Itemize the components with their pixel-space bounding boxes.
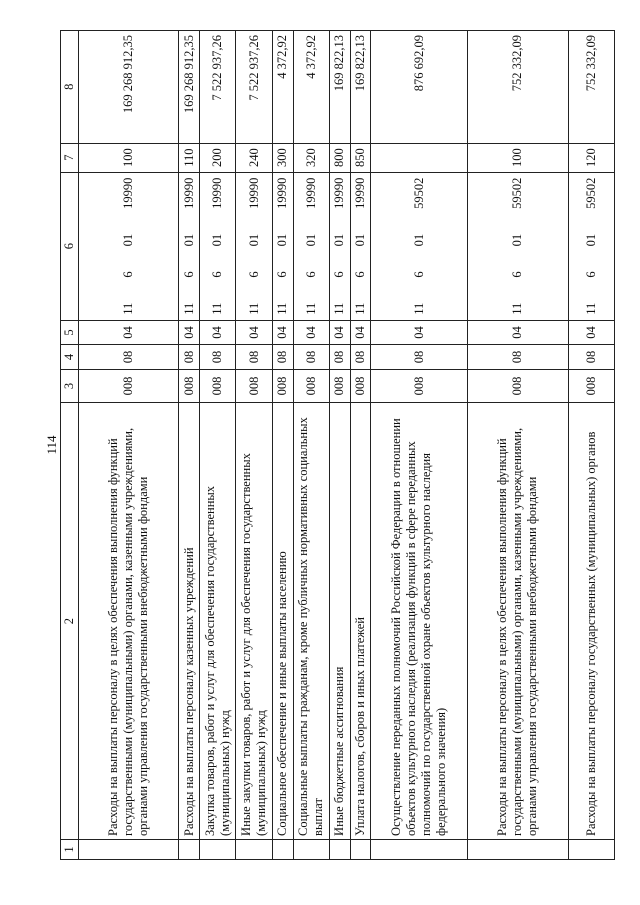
row-description: Уплата налогов, сборов и иных платежей bbox=[350, 403, 370, 840]
col5-code: 04 bbox=[179, 320, 199, 345]
target-article-part: 01 bbox=[121, 233, 136, 247]
target-article-part: 01 bbox=[332, 233, 347, 247]
target-article-part: 6 bbox=[121, 271, 136, 278]
col5-code: 04 bbox=[568, 320, 614, 345]
col4-code: 08 bbox=[236, 345, 273, 370]
table-row bbox=[568, 31, 614, 860]
expense-type-code: 100 bbox=[79, 143, 179, 172]
target-article-code bbox=[179, 172, 199, 320]
target-article-part: 01 bbox=[583, 233, 598, 247]
col3-code: 008 bbox=[371, 369, 468, 402]
col5-code: 04 bbox=[371, 320, 468, 345]
col4-code: 08 bbox=[371, 345, 468, 370]
row-number-cell bbox=[179, 839, 199, 859]
col3-code: 008 bbox=[236, 369, 273, 402]
col3-code: 008 bbox=[568, 369, 614, 402]
col4-code: 08 bbox=[293, 345, 330, 370]
header-cell: 2 bbox=[61, 403, 79, 840]
target-article-code bbox=[350, 172, 370, 320]
col3-code: 008 bbox=[468, 369, 568, 402]
amount-cell: 169 268 912,35 bbox=[179, 31, 199, 144]
target-article-part: 19990 bbox=[303, 177, 318, 209]
row-description: Закупка товаров, работ и услуг для обеспечения государственных (муниципальных) нужд bbox=[199, 403, 236, 840]
row-number-cell bbox=[79, 839, 179, 859]
target-article-code bbox=[330, 172, 350, 320]
target-article-part: 19990 bbox=[210, 177, 225, 209]
col4-code: 08 bbox=[468, 345, 568, 370]
header-cell: 6 bbox=[61, 172, 79, 320]
col3-code: 008 bbox=[293, 369, 330, 402]
row-description: Иные бюджетные ассигнования bbox=[330, 403, 350, 840]
row-number-cell bbox=[568, 839, 614, 859]
col4-code: 08 bbox=[179, 345, 199, 370]
target-article-part: 59502 bbox=[583, 177, 598, 209]
header-cell: 8 bbox=[61, 31, 79, 144]
col5-code: 04 bbox=[330, 320, 350, 345]
col4-code: 08 bbox=[199, 345, 236, 370]
target-article-part: 11 bbox=[352, 302, 367, 315]
budget-table-container bbox=[60, 30, 615, 860]
col5-code: 04 bbox=[350, 320, 370, 345]
target-article-code bbox=[293, 172, 330, 320]
amount-cell: 169 268 912,35 bbox=[79, 31, 179, 144]
target-article-part: 6 bbox=[332, 271, 347, 278]
table-row bbox=[79, 31, 179, 860]
col3-code: 008 bbox=[350, 369, 370, 402]
target-article-part: 11 bbox=[332, 302, 347, 315]
header-cell: 5 bbox=[61, 320, 79, 345]
row-number-cell bbox=[199, 839, 236, 859]
target-article-parts bbox=[182, 176, 197, 317]
target-article-part: 6 bbox=[246, 271, 261, 278]
table-row bbox=[350, 31, 370, 860]
target-article-code bbox=[468, 172, 568, 320]
target-article-part: 11 bbox=[181, 302, 196, 315]
row-number-cell bbox=[293, 839, 330, 859]
col4-code: 08 bbox=[79, 345, 179, 370]
row-description: Иные закупки товаров, работ и услуг для обеспечения государственных (муниципальных) нужд bbox=[236, 403, 273, 840]
target-article-part: 6 bbox=[352, 271, 367, 278]
table-body bbox=[79, 31, 615, 860]
col5-code: 04 bbox=[468, 320, 568, 345]
row-description: Расходы на выплаты персоналу казенных учреждений bbox=[179, 403, 199, 840]
col4-code: 08 bbox=[568, 345, 614, 370]
col4-code: 08 bbox=[350, 345, 370, 370]
table-row bbox=[199, 31, 236, 860]
col5-code: 04 bbox=[273, 320, 293, 345]
col3-code: 008 bbox=[79, 369, 179, 402]
amount-cell: 876 692,09 bbox=[371, 31, 468, 144]
col3-code: 008 bbox=[179, 369, 199, 402]
target-article-part: 01 bbox=[411, 233, 426, 247]
col5-code: 04 bbox=[199, 320, 236, 345]
header-cell: 4 bbox=[61, 345, 79, 370]
row-number-cell bbox=[236, 839, 273, 859]
target-article-part: 19990 bbox=[275, 177, 290, 209]
target-article-code bbox=[79, 172, 179, 320]
expense-type-code: 110 bbox=[179, 143, 199, 172]
header-cell: 7 bbox=[61, 143, 79, 172]
amount-cell: 7 522 937,26 bbox=[199, 31, 236, 144]
target-article-part: 01 bbox=[510, 233, 525, 247]
target-article-parts bbox=[247, 176, 262, 317]
row-number-cell bbox=[468, 839, 568, 859]
amount-cell: 4 372,92 bbox=[273, 31, 293, 144]
target-article-part: 6 bbox=[181, 271, 196, 278]
col3-code: 008 bbox=[273, 369, 293, 402]
page-number: 114 bbox=[44, 435, 59, 455]
target-article-part: 19990 bbox=[332, 177, 347, 209]
expense-type-code bbox=[371, 143, 468, 172]
expense-type-code: 200 bbox=[199, 143, 236, 172]
row-description: Осуществление переданных полномочий Российской Федерации в отношении объектов культурного наследия (реализация функций в сфере переданных полномочий по государственной охране объектов культурного наследия федерального значения) bbox=[371, 403, 468, 840]
expense-type-code: 300 bbox=[273, 143, 293, 172]
expense-type-code: 100 bbox=[468, 143, 568, 172]
amount-cell: 169 822,13 bbox=[330, 31, 350, 144]
row-number-cell bbox=[273, 839, 293, 859]
target-article-part: 59502 bbox=[411, 177, 426, 209]
target-article-code bbox=[236, 172, 273, 320]
target-article-part: 6 bbox=[583, 271, 598, 278]
target-article-part: 01 bbox=[352, 233, 367, 247]
target-article-part: 6 bbox=[411, 271, 426, 278]
amount-cell: 7 522 937,26 bbox=[236, 31, 273, 144]
amount-cell: 169 822,13 bbox=[350, 31, 370, 144]
header-cell: 1 bbox=[61, 839, 79, 859]
target-article-parts bbox=[304, 176, 319, 317]
target-article-parts bbox=[332, 176, 347, 317]
target-article-code bbox=[568, 172, 614, 320]
target-article-part: 11 bbox=[510, 302, 525, 315]
col3-code: 008 bbox=[330, 369, 350, 402]
expense-type-code: 800 bbox=[330, 143, 350, 172]
budget-table bbox=[60, 30, 615, 860]
target-article-part: 59502 bbox=[510, 177, 525, 209]
target-article-parts bbox=[412, 176, 427, 317]
target-article-parts bbox=[584, 176, 599, 317]
row-description: Социальное обеспечение и иные выплаты населению bbox=[273, 403, 293, 840]
target-article-part: 01 bbox=[210, 233, 225, 247]
expense-type-code: 850 bbox=[350, 143, 370, 172]
target-article-part: 11 bbox=[210, 302, 225, 315]
col4-code: 08 bbox=[273, 345, 293, 370]
table-row bbox=[371, 31, 468, 860]
table-row bbox=[293, 31, 330, 860]
target-article-part: 6 bbox=[510, 271, 525, 278]
target-article-parts bbox=[275, 176, 290, 317]
target-article-parts bbox=[510, 176, 525, 317]
table-row bbox=[179, 31, 199, 860]
target-article-part: 11 bbox=[121, 302, 136, 315]
target-article-part: 19990 bbox=[121, 177, 136, 209]
table-row bbox=[468, 31, 568, 860]
row-number-cell bbox=[330, 839, 350, 859]
target-article-part: 11 bbox=[246, 302, 261, 315]
col5-code: 04 bbox=[79, 320, 179, 345]
header-row bbox=[61, 31, 79, 860]
expense-type-code: 120 bbox=[568, 143, 614, 172]
target-article-code bbox=[273, 172, 293, 320]
target-article-code bbox=[199, 172, 236, 320]
target-article-part: 11 bbox=[275, 302, 290, 315]
target-article-parts bbox=[121, 176, 136, 317]
amount-cell: 4 372,92 bbox=[293, 31, 330, 144]
col3-code: 008 bbox=[199, 369, 236, 402]
target-article-part: 6 bbox=[303, 271, 318, 278]
target-article-part: 11 bbox=[583, 302, 598, 315]
row-description: Расходы на выплаты персоналу в целях обеспечения выполнения функций государственными (муниципальными) органами, казенными учреждениями, органами управления государственными внебюджетными фондами bbox=[79, 403, 179, 840]
target-article-part: 11 bbox=[411, 302, 426, 315]
col5-code: 04 bbox=[293, 320, 330, 345]
col5-code: 04 bbox=[236, 320, 273, 345]
col4-code: 08 bbox=[330, 345, 350, 370]
target-article-part: 6 bbox=[275, 271, 290, 278]
table-row bbox=[330, 31, 350, 860]
row-description: Расходы на выплаты персоналу государственных (муниципальных) органов bbox=[568, 403, 614, 840]
target-article-parts bbox=[353, 176, 368, 317]
table-row bbox=[236, 31, 273, 860]
target-article-part: 01 bbox=[181, 233, 196, 247]
row-number-cell bbox=[371, 839, 468, 859]
target-article-parts bbox=[210, 176, 225, 317]
expense-type-code: 240 bbox=[236, 143, 273, 172]
target-article-code bbox=[371, 172, 468, 320]
target-article-part: 19990 bbox=[181, 177, 196, 209]
target-article-part: 6 bbox=[210, 271, 225, 278]
target-article-part: 01 bbox=[303, 233, 318, 247]
expense-type-code: 320 bbox=[293, 143, 330, 172]
target-article-part: 19990 bbox=[352, 177, 367, 209]
row-description: Расходы на выплаты персоналу в целях обеспечения выполнения функций государственными (муниципальными) органами, казенными учреждениями, органами управления государственными внебюджетными фондами bbox=[468, 403, 568, 840]
header-cell: 3 bbox=[61, 369, 79, 402]
amount-cell: 752 332,09 bbox=[568, 31, 614, 144]
row-description: Социальные выплаты гражданам, кроме публичных нормативных социальных выплат bbox=[293, 403, 330, 840]
target-article-part: 01 bbox=[275, 233, 290, 247]
table-row bbox=[273, 31, 293, 860]
amount-cell: 752 332,09 bbox=[468, 31, 568, 144]
target-article-part: 19990 bbox=[246, 177, 261, 209]
target-article-part: 01 bbox=[246, 233, 261, 247]
row-number-cell bbox=[350, 839, 370, 859]
target-article-part: 11 bbox=[303, 302, 318, 315]
